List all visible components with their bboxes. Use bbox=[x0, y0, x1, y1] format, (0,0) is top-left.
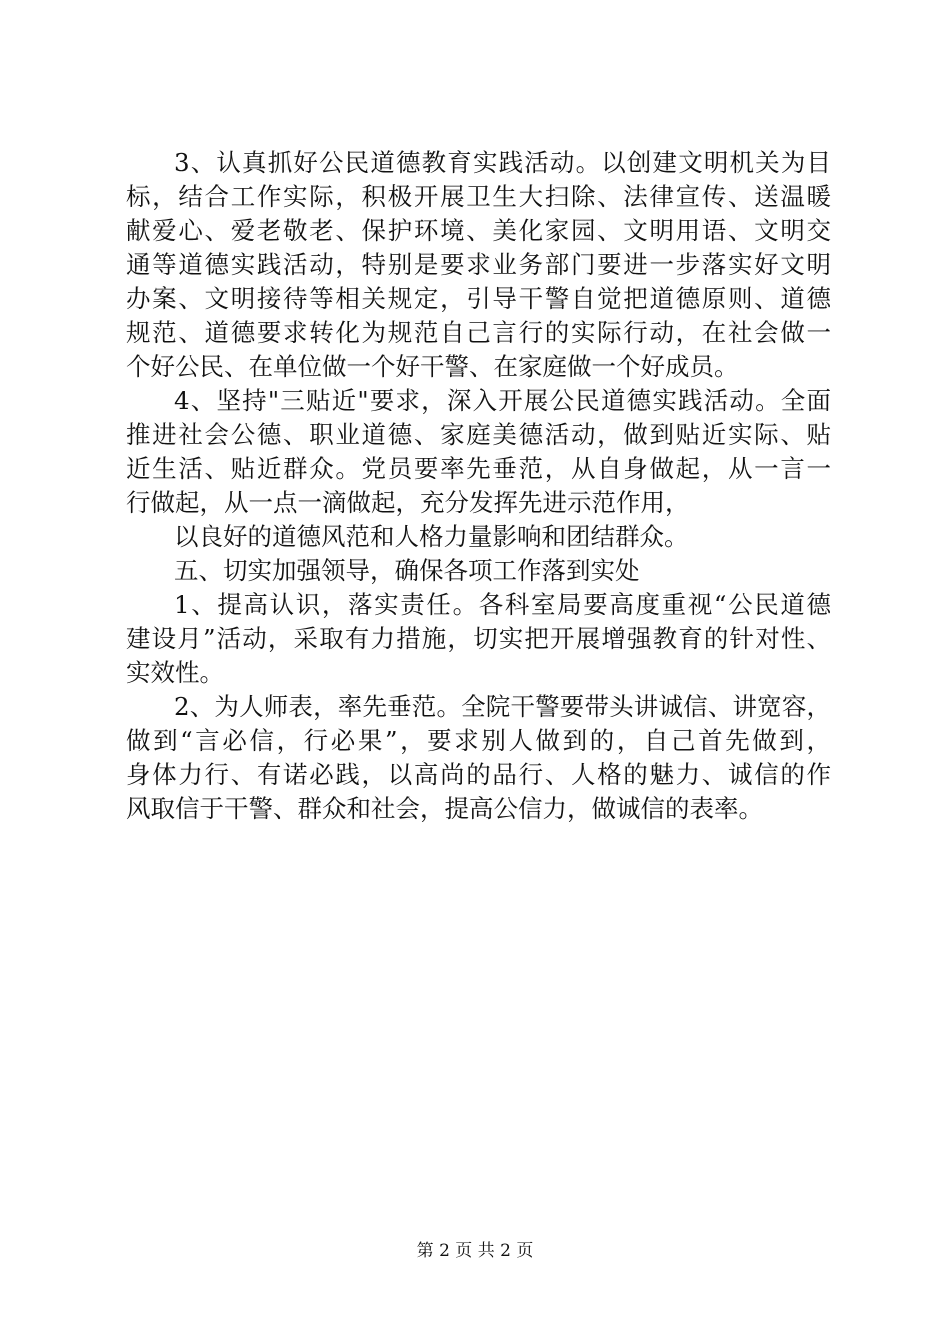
text-line: 献爱心、爱老敬老、保护环境、美化家园、文明用语、文明交 bbox=[126, 216, 831, 245]
text-line: 风取信于干警、群众和社会，提高公信力，做诚信的表率。 bbox=[126, 794, 763, 823]
text-line: 办案、文明接待等相关规定，引导干警自觉把道德原则、道德 bbox=[126, 284, 831, 313]
text-line: 建设月”活动，采取有力措施，切实把开展增强教育的针对性、 bbox=[126, 624, 831, 653]
text-line: 通等道德实践活动，特别是要求业务部门要进一步落实好文明 bbox=[126, 250, 831, 279]
page-number-footer: 第 2 页 共 2 页 bbox=[416, 1241, 534, 1261]
document-body bbox=[126, 146, 831, 826]
text-line: 行做起，从一点一滴做起，充分发挥先进示范作用， bbox=[126, 488, 690, 517]
text-line: 1、提高认识，落实责任。各科室局要高度重视“公民道德 bbox=[174, 590, 831, 619]
text-line: 做到“言必信，行必果”，要求别人做到的，自己首先做到， bbox=[126, 726, 831, 755]
text-line: 实效性。 bbox=[126, 658, 224, 687]
text-line: 规范、道德要求转化为规范自己言行的实际行动，在社会做一 bbox=[126, 318, 831, 347]
text-line: 以良好的道德风范和人格力量影响和团结群众。 bbox=[174, 522, 689, 551]
text-line: 4、坚持"三贴近"要求，深入开展公民道德实践活动。全面 bbox=[174, 386, 831, 415]
text-line: 标，结合工作实际，积极开展卫生大扫除、法律宣传、送温暖 bbox=[126, 182, 831, 211]
text-line: 2、为人师表，率先垂范。全院干警要带头讲诚信、讲宽容， bbox=[174, 692, 831, 721]
text-line: 3、认真抓好公民道德教育实践活动。以创建文明机关为目 bbox=[174, 148, 831, 177]
text-line: 身体力行、有诺必践，以高尚的品行、人格的魅力、诚信的作 bbox=[126, 760, 831, 789]
text-line: 个好公民、在单位做一个好干警、在家庭做一个好成员。 bbox=[126, 352, 739, 381]
text-line: 推进社会公德、职业道德、家庭美德活动，做到贴近实际、贴 bbox=[126, 420, 831, 449]
section-heading: 五、切实加强领导，确保各项工作落到实处 bbox=[174, 556, 640, 585]
text-line: 近生活、贴近群众。党员要率先垂范，从自身做起，从一言一 bbox=[126, 454, 831, 483]
